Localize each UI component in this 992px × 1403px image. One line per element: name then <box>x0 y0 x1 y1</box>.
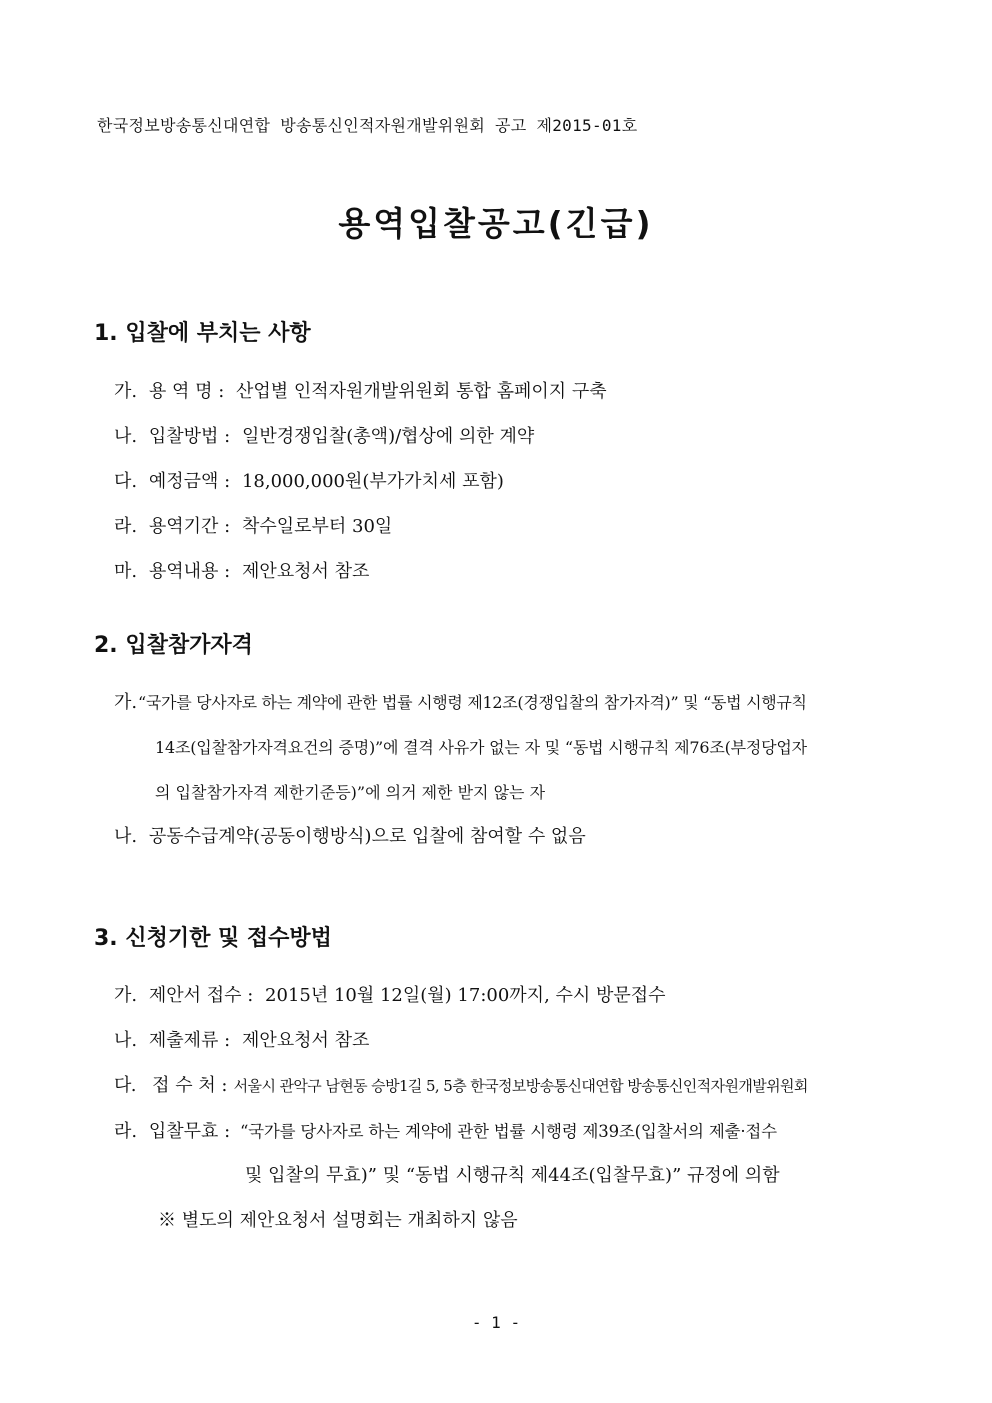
item-text: 2015년 10월 12일(월) 17:00까지, 수시 방문접수 <box>265 985 666 1006</box>
list-item <box>114 470 504 494</box>
item-marker: 가. <box>114 985 138 1006</box>
note: ※ 별도의 제안요청서 설명회는 개최하지 않음 <box>158 1210 518 1231</box>
item-marker: 마. <box>114 561 138 582</box>
item-label: 제출제류 : <box>148 1030 231 1051</box>
item-text: 공동수급계약(공동이행방식)으로 입찰에 참여할 수 없음 <box>148 826 586 847</box>
item-label: 제안서 접수 : <box>148 985 254 1006</box>
item-text-line: “국가를 당사자로 하는 계약에 관한 법률 시행령 제12조(경쟁입찰의 참가자격)” 및 “동법 시행규칙 <box>138 693 807 712</box>
section-2-heading: 2. 입찰참가자격 <box>94 633 253 658</box>
list-item <box>114 1074 808 1098</box>
item-text: 18,000,000원(부가가치세 포함) <box>241 471 504 492</box>
item-text-line: “국가를 당사자로 하는 계약에 관한 법률 시행령 제39조(입찰서의 제출·접수 <box>239 1122 777 1141</box>
item-marker: 다. <box>114 471 138 492</box>
list-item <box>114 380 607 404</box>
list-item <box>114 515 392 539</box>
item-marker: 가. <box>114 381 138 402</box>
item-label: 용 역 명 : <box>148 381 225 402</box>
section-3-heading: 3. 신청기한 및 접수방법 <box>94 926 332 951</box>
page-title: 용역입찰공고(긴급) <box>338 204 654 243</box>
item-label: 용역기간 : <box>148 516 231 537</box>
item-text-line: 14조(입찰참가자격요건의 증명)”에 결격 사유가 없는 자 및 “동법 시행규칙 제76조(부정당업자 <box>155 738 807 757</box>
item-text: 서울시 관악구 남현동 승방1길 5, 5층 한국정보방송통신대연합 방송통신인적자원개발위원회 <box>233 1077 808 1095</box>
list-item <box>114 984 666 1008</box>
item-text: 일반경쟁입찰(총액)/협상에 의한 계약 <box>241 426 535 447</box>
page-number: - 1 - <box>471 1313 521 1332</box>
item-label: 접 수 처 : <box>152 1075 228 1096</box>
item-marker: 라. <box>114 516 138 537</box>
item-text-line: 의 입찰참가자격 제한기준등)”에 의거 제한 받지 않는 자 <box>155 783 546 802</box>
list-item <box>114 1120 777 1144</box>
item-marker: 가. <box>114 692 138 713</box>
list-item <box>114 1029 369 1053</box>
announcement-number: 한국정보방송통신대연합 방송통신인적자원개발위원회 공고 제2015-01호 <box>97 116 638 135</box>
item-label: 예정금액 : <box>148 471 231 492</box>
section-1-heading: 1. 입찰에 부치는 사항 <box>94 321 311 346</box>
item-marker: 다. <box>114 1075 136 1096</box>
list-item <box>114 825 586 849</box>
item-label: 용역내용 : <box>148 561 231 582</box>
item-text: 산업별 인적자원개발위원회 통합 홈페이지 구축 <box>236 381 607 402</box>
item-label: 입찰무효 : <box>148 1121 231 1142</box>
item-marker: 나. <box>114 426 138 447</box>
item-marker: 나. <box>114 1030 138 1051</box>
item-marker: 나. <box>114 826 138 847</box>
item-label: 입찰방법 : <box>148 426 231 447</box>
item-text: 착수일로부터 30일 <box>241 516 393 537</box>
item-text: 제안요청서 참조 <box>241 1030 370 1051</box>
item-text: 제안요청서 참조 <box>241 561 370 582</box>
item-text-line: 및 입찰의 무효)” 및 “동법 시행규칙 제44조(입찰무효)” 규정에 의함 <box>245 1165 780 1186</box>
list-item <box>114 425 534 449</box>
list-item <box>114 560 369 584</box>
item-marker: 라. <box>114 1121 138 1142</box>
